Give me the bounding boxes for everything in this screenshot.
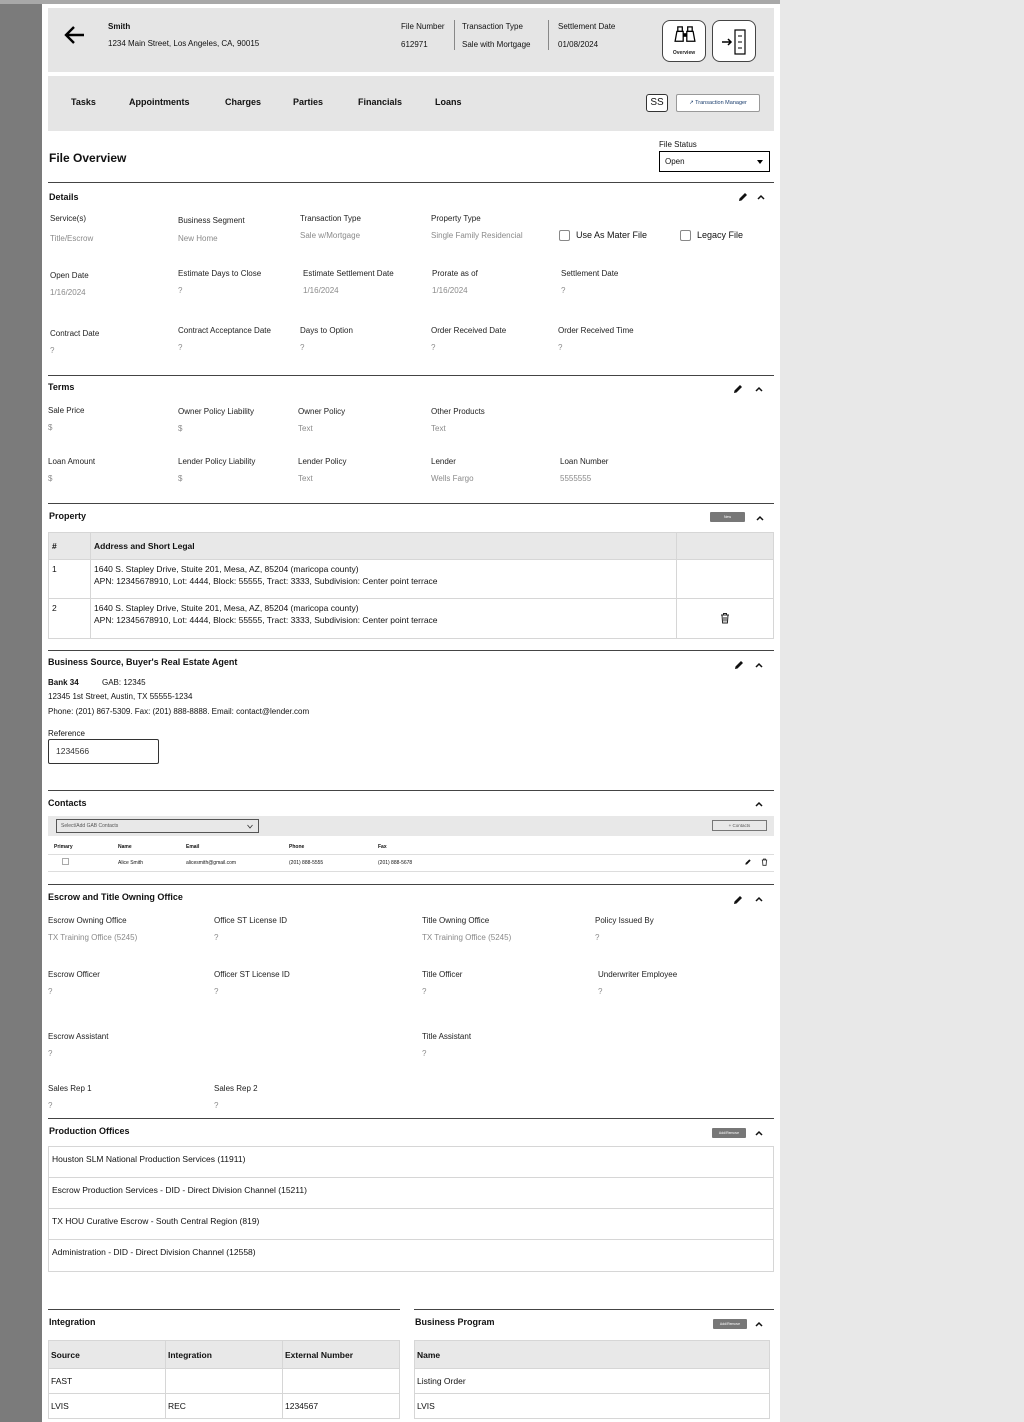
chevron-up-icon[interactable] [753,798,765,810]
column-header [724,840,774,854]
field-value: Title/Escrow [50,234,94,243]
field-value: ? [422,987,427,996]
external-number-cell [283,1369,400,1394]
row-actions [724,854,774,871]
source-cell: LVIS [49,1394,166,1419]
file-number-value: 612971 [401,40,428,49]
table-header-row [48,840,774,854]
file-number-block [401,22,445,49]
contact-phone: (201) 888-5555 [283,854,372,871]
field-value: ? [595,933,600,942]
tab-appointments[interactable]: Appointments [129,97,190,107]
field-label: Escrow Owning Office [48,916,127,925]
gab-code: GAB: 12345 [102,678,146,687]
address-line: 1640 S. Stapley Drive, Stuite 201, Mesa, AZ, 85204 (maricopa county) [94,564,359,574]
row-address [91,560,677,599]
source-cell: FAST [49,1369,166,1394]
table-row[interactable] [49,560,774,599]
field-value: $ [48,474,53,483]
legal-line: APN: 12345678910, Lot: 4444, Block: 55555, Tract: 3333, Subdivision: Center point terrace [94,576,438,586]
transaction-manager-label: Transaction Manager [695,100,747,106]
field-value: Sale w/Mortgage [300,231,361,240]
field-label: Order Received Time [558,326,634,335]
field-value: ? [50,346,55,355]
field-label: Policy Issued By [595,916,654,925]
add-remove-production-button[interactable]: Add/Remove [712,1128,746,1138]
list-item: Administration - DID - Direct Division Channel (12558) [52,1247,256,1257]
row-address [91,599,677,639]
program-name: Listing Order [415,1369,770,1394]
table-header-row [49,533,774,560]
overview-button[interactable] [662,20,706,62]
field-value: 1/16/2024 [50,288,86,297]
field-value: Text [298,474,313,483]
table-row[interactable] [415,1394,770,1419]
legacy-file-checkbox[interactable] [680,230,691,241]
add-remove-program-button[interactable]: Add/Remove [713,1319,747,1329]
column-header: Name [415,1341,770,1369]
production-title: Production Offices [49,1126,130,1136]
section-divider [48,1309,400,1310]
row-actions [677,599,774,639]
table-header-row [415,1341,770,1369]
edit-pencil-icon[interactable] [732,894,744,906]
escrow-title: Escrow and Title Owning Office [48,892,183,902]
tab-navigation [48,76,774,131]
field-label: Contract Date [50,329,100,338]
field-value: Wells Fargo [431,474,474,483]
field-value: ? [300,343,305,352]
field-value: 1/16/2024 [432,286,468,295]
chevron-up-icon[interactable] [753,1127,765,1139]
details-title: Details [49,192,79,202]
use-as-master-label: Use As Mater File [576,230,648,240]
file-number-label: File Number [401,22,445,31]
address-line: 1640 S. Stapley Drive, Stuite 201, Mesa, AZ, 85204 (maricopa county) [94,603,359,613]
tab-parties[interactable]: Parties [293,97,324,107]
business-program-table [414,1340,770,1419]
column-header: Phone [283,840,372,854]
back-arrow-icon[interactable] [62,22,88,48]
exit-file-button[interactable] [712,20,756,62]
edit-pencil-icon[interactable] [744,858,752,866]
right-gutter [780,0,1024,1422]
field-label: Order Received Date [431,326,507,335]
primary-checkbox[interactable] [62,858,69,865]
contacts-toolbar [48,816,774,836]
field-value: ? [598,987,603,996]
field-value: $ [178,474,183,483]
field-value: ? [178,286,183,295]
list-item: Escrow Production Services - DID - Direct Division Channel (15211) [49,1178,773,1209]
contact-name: Alice Smith [112,854,180,871]
field-value: TX Training Office (5245) [422,933,512,942]
field-label: Property Type [431,214,481,223]
integration-title: Integration [49,1317,96,1327]
section-divider [48,650,774,651]
arrow-into-document-icon [720,27,750,57]
column-header: Name [112,840,180,854]
new-property-button[interactable]: New [710,512,745,522]
integration-cell [166,1369,283,1394]
field-value: ? [431,343,436,352]
field-label: Escrow Assistant [48,1032,109,1041]
terms-title: Terms [48,382,75,392]
file-status-select[interactable] [659,151,770,172]
section-divider [48,884,774,885]
ss-button[interactable]: SS [646,94,668,112]
main-panel [42,4,780,1422]
field-value: Text [298,424,313,433]
field-label: Title Assistant [422,1032,472,1041]
field-label: Business Segment [178,216,245,225]
field-label: Estimate Days to Close [178,269,262,278]
column-header [677,533,774,560]
overview-label: Overview [672,50,696,56]
section-divider [414,1309,774,1310]
legal-line: APN: 12345678910, Lot: 4444, Block: 55555, Tract: 3333, Subdivision: Center point terrace [94,615,438,625]
external-number-cell: 1234567 [283,1394,400,1419]
field-label: Lender Policy Liability [178,457,256,466]
field-label: Loan Number [560,457,609,466]
field-value: $ [48,423,53,432]
header-name: Smith [108,22,131,31]
bank-street: 12345 1st Street, Austin, TX 55555-1234 [48,692,193,701]
row-number: 1 [49,560,91,599]
row-number: 2 [49,599,91,639]
integration-cell: REC [166,1394,283,1419]
page-title: File Overview [49,151,127,165]
field-value: ? [178,343,183,352]
field-value: ? [214,987,219,996]
field-value: New Home [178,234,218,243]
reference-label: Reference [48,729,85,738]
table-row[interactable] [415,1369,770,1394]
transaction-type-label: Transaction Type [462,22,523,31]
transaction-type-value: Sale with Mortgage [462,40,531,49]
settlement-date-label: Settlement Date [558,22,616,31]
chevron-up-icon[interactable] [753,893,765,905]
field-value: Text [431,424,446,433]
field-label: Lender Policy [298,457,347,466]
field-value: ? [214,1101,219,1110]
table-row[interactable] [49,1369,400,1394]
field-value: ? [422,1049,427,1058]
trash-icon[interactable] [720,612,730,624]
table-row[interactable] [49,599,774,639]
file-status-value: Open [665,157,685,166]
trash-icon[interactable] [761,858,768,866]
field-label: Sale Price [48,406,85,415]
transaction-type-block [462,22,530,49]
header-divider [454,20,455,50]
transaction-manager-button[interactable] [676,94,760,112]
field-label: Other Products [431,407,485,416]
list-item: Houston SLM National Production Services (11911) [49,1147,773,1178]
field-label: Contract Acceptance Date [178,326,271,335]
file-status-label: File Status [659,140,697,149]
field-value: ? [558,343,563,352]
gab-select-placeholder: Select/Add GAB Contacts [61,823,119,829]
field-label: Office ST License ID [214,916,288,925]
field-label: Owner Policy Liability [178,407,255,416]
field-value: Single Family Residencial [431,231,523,240]
header-address: 1234 Main Street, Los Angeles, CA, 90015 [108,39,260,48]
column-header: # [49,533,91,560]
section-divider [48,182,774,183]
field-value: 5555555 [560,474,592,483]
chevron-up-icon[interactable] [753,659,765,671]
column-header: Primary [48,840,112,854]
field-label: Title Officer [422,970,463,979]
list-item: TX HOU Curative Escrow - South Central Region (819) [49,1209,773,1240]
chevron-up-icon[interactable] [753,1318,765,1330]
field-label: Escrow Officer [48,970,100,979]
section-divider [48,790,774,791]
field-label: Transaction Type [300,214,361,223]
contacts-table [48,840,774,872]
field-value: TX Training Office (5245) [48,933,138,942]
tab-loans[interactable]: Loans [435,97,462,107]
column-header: Integration [166,1341,283,1369]
field-label: Officer ST License ID [214,970,290,979]
contacts-title: Contacts [48,798,87,808]
program-name: LVIS [415,1394,770,1419]
field-label: Title Owning Office [422,916,490,925]
field-value: ? [214,933,219,942]
field-value: ? [48,1049,53,1058]
column-header: Source [49,1341,166,1369]
production-offices-list [48,1146,774,1272]
external-link-icon: ↗ [689,100,694,106]
section-divider [48,503,774,504]
file-header [48,8,774,72]
field-value: ? [561,286,566,295]
chevron-down-icon [247,824,253,829]
section-divider [48,1118,774,1119]
edit-pencil-icon[interactable] [737,191,749,203]
property-title: Property [49,511,87,521]
field-label: Underwriter Employee [598,970,678,979]
edit-pencil-icon[interactable] [733,659,745,671]
legacy-file-label: Legacy File [697,230,744,240]
business-source-title: Business Source, Buyer's Real Estate Agent [48,657,238,667]
table-row[interactable] [49,1394,400,1419]
field-label: Loan Amount [48,457,96,466]
contact-fax: (201) 888-5678 [372,854,724,871]
bank-name: Bank 34 [48,678,79,687]
header-divider [548,20,549,50]
tab-tasks[interactable]: Tasks [71,97,96,107]
row-actions [677,560,774,599]
field-label: Open Date [50,271,89,280]
bank-contact: Phone: (201) 867-5309. Fax: (201) 888-8888. Email: contact@lender.com [48,707,310,716]
field-value: 1/16/2024 [303,286,339,295]
field-label: Service(s) [50,214,87,223]
column-header: Fax [372,840,724,854]
tab-financials[interactable]: Financials [358,97,403,107]
field-value: ? [48,1101,53,1110]
business-program-title: Business Program [415,1317,495,1327]
field-label: Owner Policy [298,407,346,416]
use-as-master-checkbox[interactable] [559,230,570,241]
left-gutter [0,0,42,1422]
field-label: Settlement Date [561,269,619,278]
primary-cell [48,854,112,871]
field-label: Sales Rep 2 [214,1084,258,1093]
settlement-date-block [558,22,615,49]
add-contacts-button[interactable]: + Contacts [712,820,767,831]
field-label: Lender [431,457,456,466]
column-header: External Number [283,1341,400,1369]
chevron-up-icon[interactable] [753,383,765,395]
integration-table [48,1340,400,1419]
tab-charges[interactable]: Charges [225,97,262,107]
field-label: Days to Option [300,326,353,335]
table-header-row [49,1341,400,1369]
chevron-down-icon [757,160,763,164]
binoculars-icon [674,26,696,44]
reference-input[interactable]: 1234566 [48,739,159,764]
gab-contacts-select[interactable] [56,819,259,833]
column-header: Email [180,840,283,854]
property-table [48,532,774,639]
field-label: Estimate Settlement Date [303,269,394,278]
table-row[interactable] [48,854,774,871]
chevron-up-icon[interactable] [754,512,766,524]
field-label: Prorate as of [432,269,478,278]
field-value: $ [178,424,183,433]
column-header: Address and Short Legal [91,533,677,560]
settlement-date-value: 01/08/2024 [558,40,599,49]
section-divider [48,375,774,376]
chevron-up-icon[interactable] [755,191,767,203]
field-value: ? [48,987,53,996]
edit-pencil-icon[interactable] [732,383,744,395]
field-label: Sales Rep 1 [48,1084,92,1093]
contact-email: alicesmith@gmail.com [180,854,283,871]
